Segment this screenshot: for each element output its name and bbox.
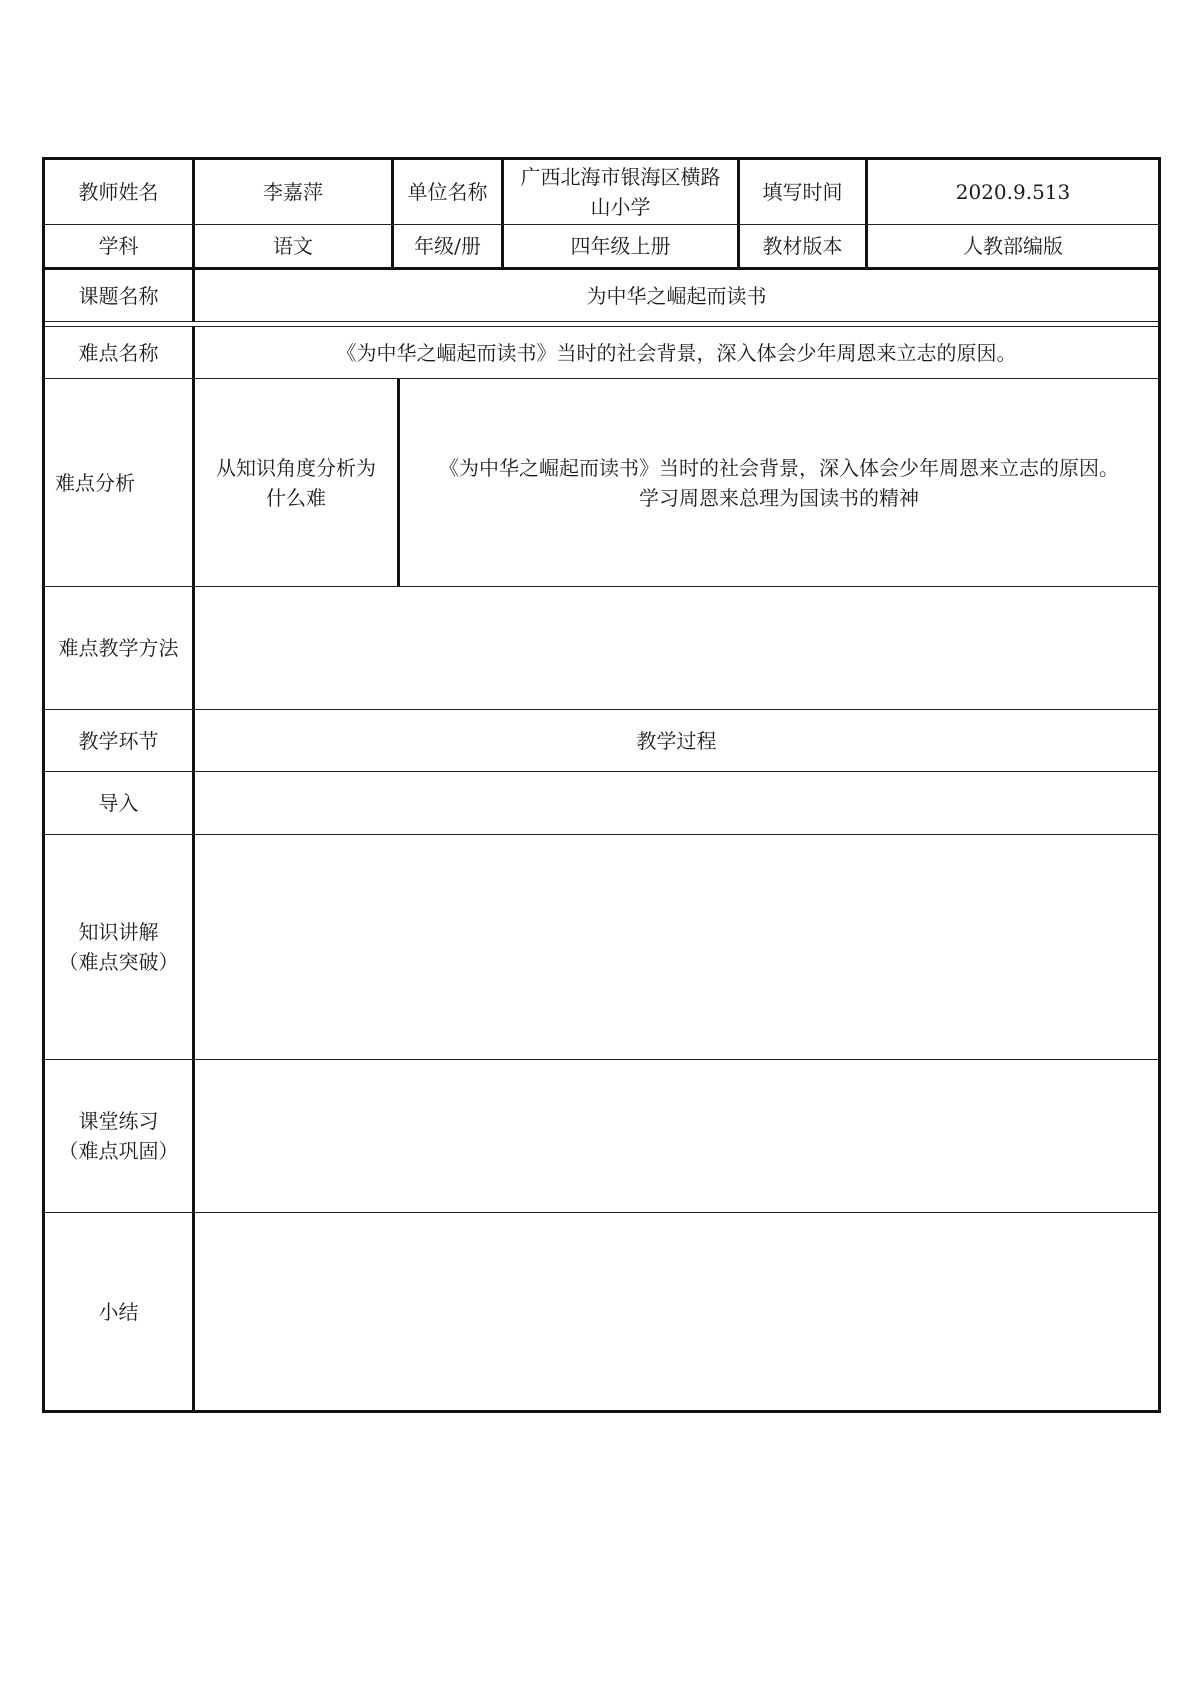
subject-value: 语文 (195, 225, 394, 267)
practice-label-line-2: （难点巩固） (58, 1139, 179, 1163)
summary-value (195, 1213, 1158, 1410)
edition-value: 人教部编版 (963, 234, 1063, 258)
explain-label-line-1: 知识讲解 (78, 920, 159, 944)
grade-label: 年级/册 (394, 225, 504, 267)
analysis-sub-label (195, 379, 400, 586)
summary-row (45, 1213, 1158, 1413)
explain-value (195, 835, 1158, 1059)
header-row (45, 160, 1158, 225)
process-header-value: 教学过程 (636, 728, 717, 753)
intro-row (45, 772, 1158, 835)
unit-name-value (504, 160, 740, 224)
explain-label (45, 835, 195, 1059)
topic-row (45, 270, 1158, 322)
teacher-name-value: 李嘉萍 (195, 160, 394, 224)
fill-date-value: 2020.9.513 (955, 180, 1071, 204)
difficulty-row (45, 327, 1158, 379)
method-row (45, 587, 1158, 710)
analysis-value-line-1: 《为中华之崛起而读书》当时的社会背景，深入体会少年周恩来立志的原因。 (439, 455, 1119, 480)
analysis-label: 难点分析 (45, 379, 195, 586)
method-value (195, 587, 1158, 709)
process-header-row (45, 710, 1158, 772)
explain-row (45, 835, 1158, 1060)
topic-value: 为中华之崛起而读书 (586, 283, 767, 308)
teacher-name-label: 教师姓名 (45, 160, 195, 224)
grade-value: 四年级上册 (504, 225, 740, 267)
summary-label: 小结 (45, 1213, 195, 1410)
unit-name-line-2: 山小学 (590, 195, 651, 219)
subject-row (45, 225, 1158, 270)
analysis-sub-label-line-2: 什么难 (266, 485, 326, 510)
method-label: 难点教学方法 (45, 587, 195, 709)
process-section-label: 教学环节 (45, 710, 195, 771)
explain-label-line-2: （难点突破） (58, 950, 179, 974)
practice-label (45, 1060, 195, 1212)
analysis-sub-label-line-1: 从知识角度分析为 (216, 455, 376, 480)
unit-name-line-1: 广西北海市银海区横路 (520, 165, 721, 189)
practice-row (45, 1060, 1158, 1213)
lesson-plan-table (42, 157, 1161, 1413)
fill-date-label: 填写时间 (740, 160, 868, 224)
practice-value (195, 1060, 1158, 1212)
analysis-value-line-2: 学习周恩来总理为国读书的精神 (639, 485, 919, 510)
subject-label: 学科 (45, 225, 195, 267)
topic-label: 课题名称 (45, 270, 195, 321)
difficulty-label: 难点名称 (45, 327, 195, 378)
intro-label: 导入 (45, 772, 195, 834)
intro-value (195, 772, 1158, 834)
analysis-value (400, 379, 1158, 586)
difficulty-value: 《为中华之崛起而读书》当时的社会背景，深入体会少年周恩来立志的原因。 (336, 340, 1017, 365)
edition-label: 教材版本 (740, 225, 868, 267)
unit-name-label: 单位名称 (394, 160, 504, 224)
practice-label-line-1: 课堂练习 (78, 1109, 159, 1133)
analysis-row (45, 379, 1158, 587)
